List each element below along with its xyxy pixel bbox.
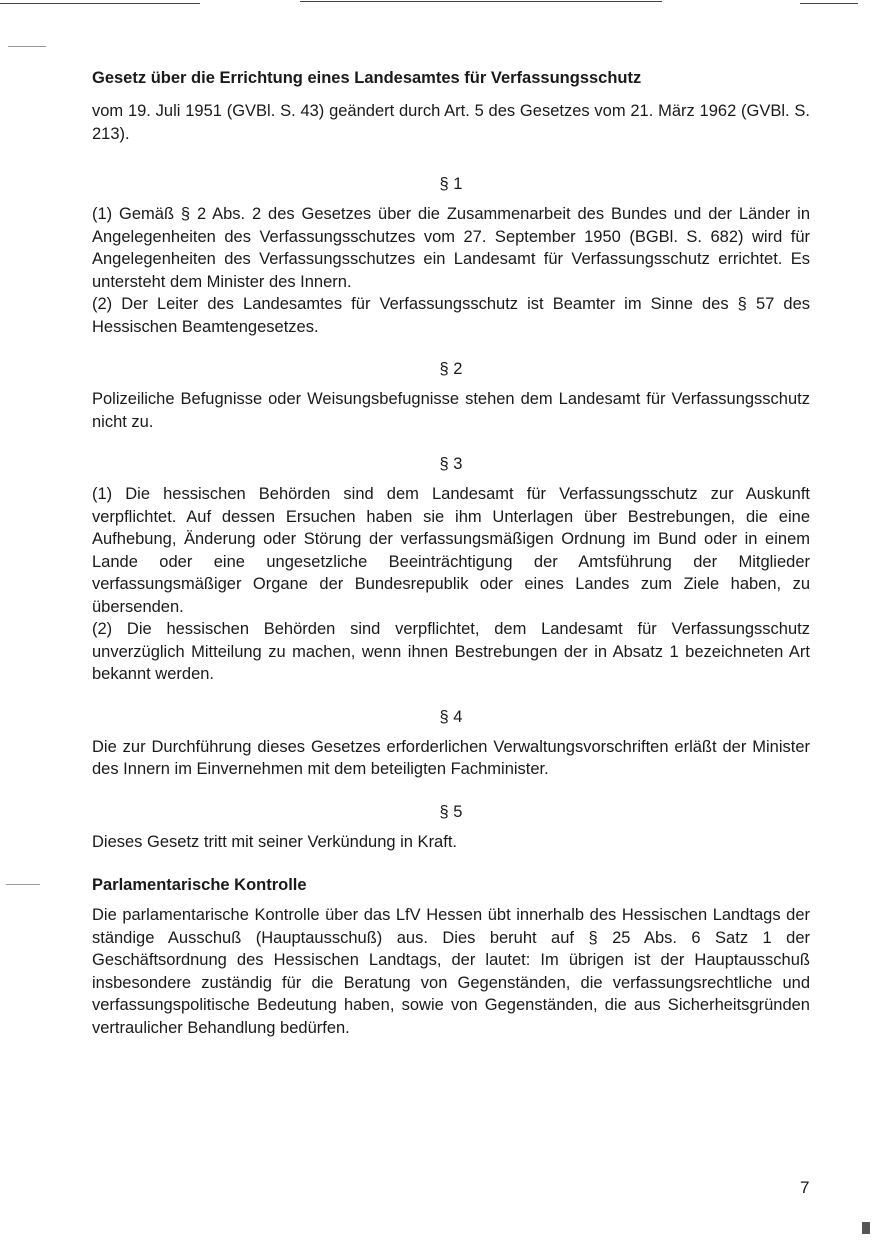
section-1-paragraph-2: (2) Der Leiter des Landesamtes für Verfassungsschutz ist Beamter im Sinne des § 57 des Hessischen Beamtengesetzes.: [92, 295, 810, 336]
control-heading: Parlamentarische Kontrolle: [92, 876, 307, 894]
law-title: Gesetz über die Errichtung eines Landesamtes für Verfassungsschutz: [92, 69, 642, 87]
control-text: Die parlamentarische Kontrolle über das LfV Hessen übt innerhalb des Hessischen Landtags der ständige Ausschuß (Hauptausschuß) aus. Dies beruht auf § 25 Abs. 6 Satz 1 der Geschäftsordnung des Hessischen Landtags, der lautet: Im übrigen ist der Hauptausschuß insbesondere zuständig für die Beratung von Gegenständen, die verfassungsrechtliche und verfassungspolitische Bedeutung haben, sowie von Gegenständen, die aus Sicherheitsgründen vertraulicher Behandlung bedürfen.: [92, 906, 810, 1037]
section-5-paragraph-1: Dieses Gesetz tritt mit seiner Verkündung in Kraft.: [92, 832, 457, 851]
scan-speck: [6, 884, 40, 885]
section-label-2: § 2: [439, 360, 463, 378]
law-intro: vom 19. Juli 1951 (GVBl. S. 43) geändert durch Art. 5 des Gesetzes vom 21. März 1962 (GVBl. S. 213).: [92, 102, 810, 143]
section-2-paragraph-1: Polizeiliche Befugnisse oder Weisungsbefugnisse stehen dem Landesamt für Verfassungsschutz nicht zu.: [92, 390, 810, 431]
section-label-4: § 4: [439, 707, 463, 726]
section-label-3: § 3: [439, 455, 463, 473]
top-rule-right: [800, 3, 858, 4]
top-rule-center: [300, 1, 662, 2]
section-3-paragraph-1: (1) Die hessischen Behörden sind dem Landesamt für Verfassungsschutz zur Auskunft verpflichtet. Auf dessen Ersuchen haben sie ihm Unterlagen über Bestrebungen, die eine Aufhebung, Änderung oder Störung der verfassungsmäßigen Ordnung im Bund oder in einem Lande oder eine ungesetzliche Beeinträchtigung der Amtsführung der Mitglieder verfassungsmäßiger Organe der Bundesrepublik oder eines Landes zum Ziele haben, zu übersenden.: [92, 485, 810, 616]
top-rule-left: [0, 3, 200, 4]
document-page: [92, 68, 810, 1039]
scan-speck: [862, 1222, 870, 1234]
section-label-5: § 5: [439, 802, 463, 821]
section-3-paragraph-2: (2) Die hessischen Behörden sind verpflichtet, dem Landesamt für Verfassungsschutz unverzüglich Mitteilung zu machen, wenn ihnen Bestrebungen der in Absatz 1 bezeichneten Art bekannt werden.: [92, 620, 810, 683]
section-4-paragraph-1: Die zur Durchführung dieses Gesetzes erforderlichen Verwaltungsvorschriften erläßt der Minister des Innern im Einvernehmen mit dem beteiligten Fachminister.: [92, 737, 810, 778]
page-number: 7: [800, 1178, 810, 1197]
scan-speck: [8, 46, 46, 47]
section-label-1: § 1: [439, 175, 463, 193]
section-1-paragraph-1: (1) Gemäß § 2 Abs. 2 des Gesetzes über die Zusammenarbeit des Bundes und der Länder in Angelegenheiten des Verfassungsschutzes vom 27. September 1950 (BGBl. S. 682) wird für Angelegenheiten des Verfassungsschutzes ein Landesamt für Verfassungsschutz errichtet. Es untersteht dem Minister des Innern.: [92, 205, 810, 291]
